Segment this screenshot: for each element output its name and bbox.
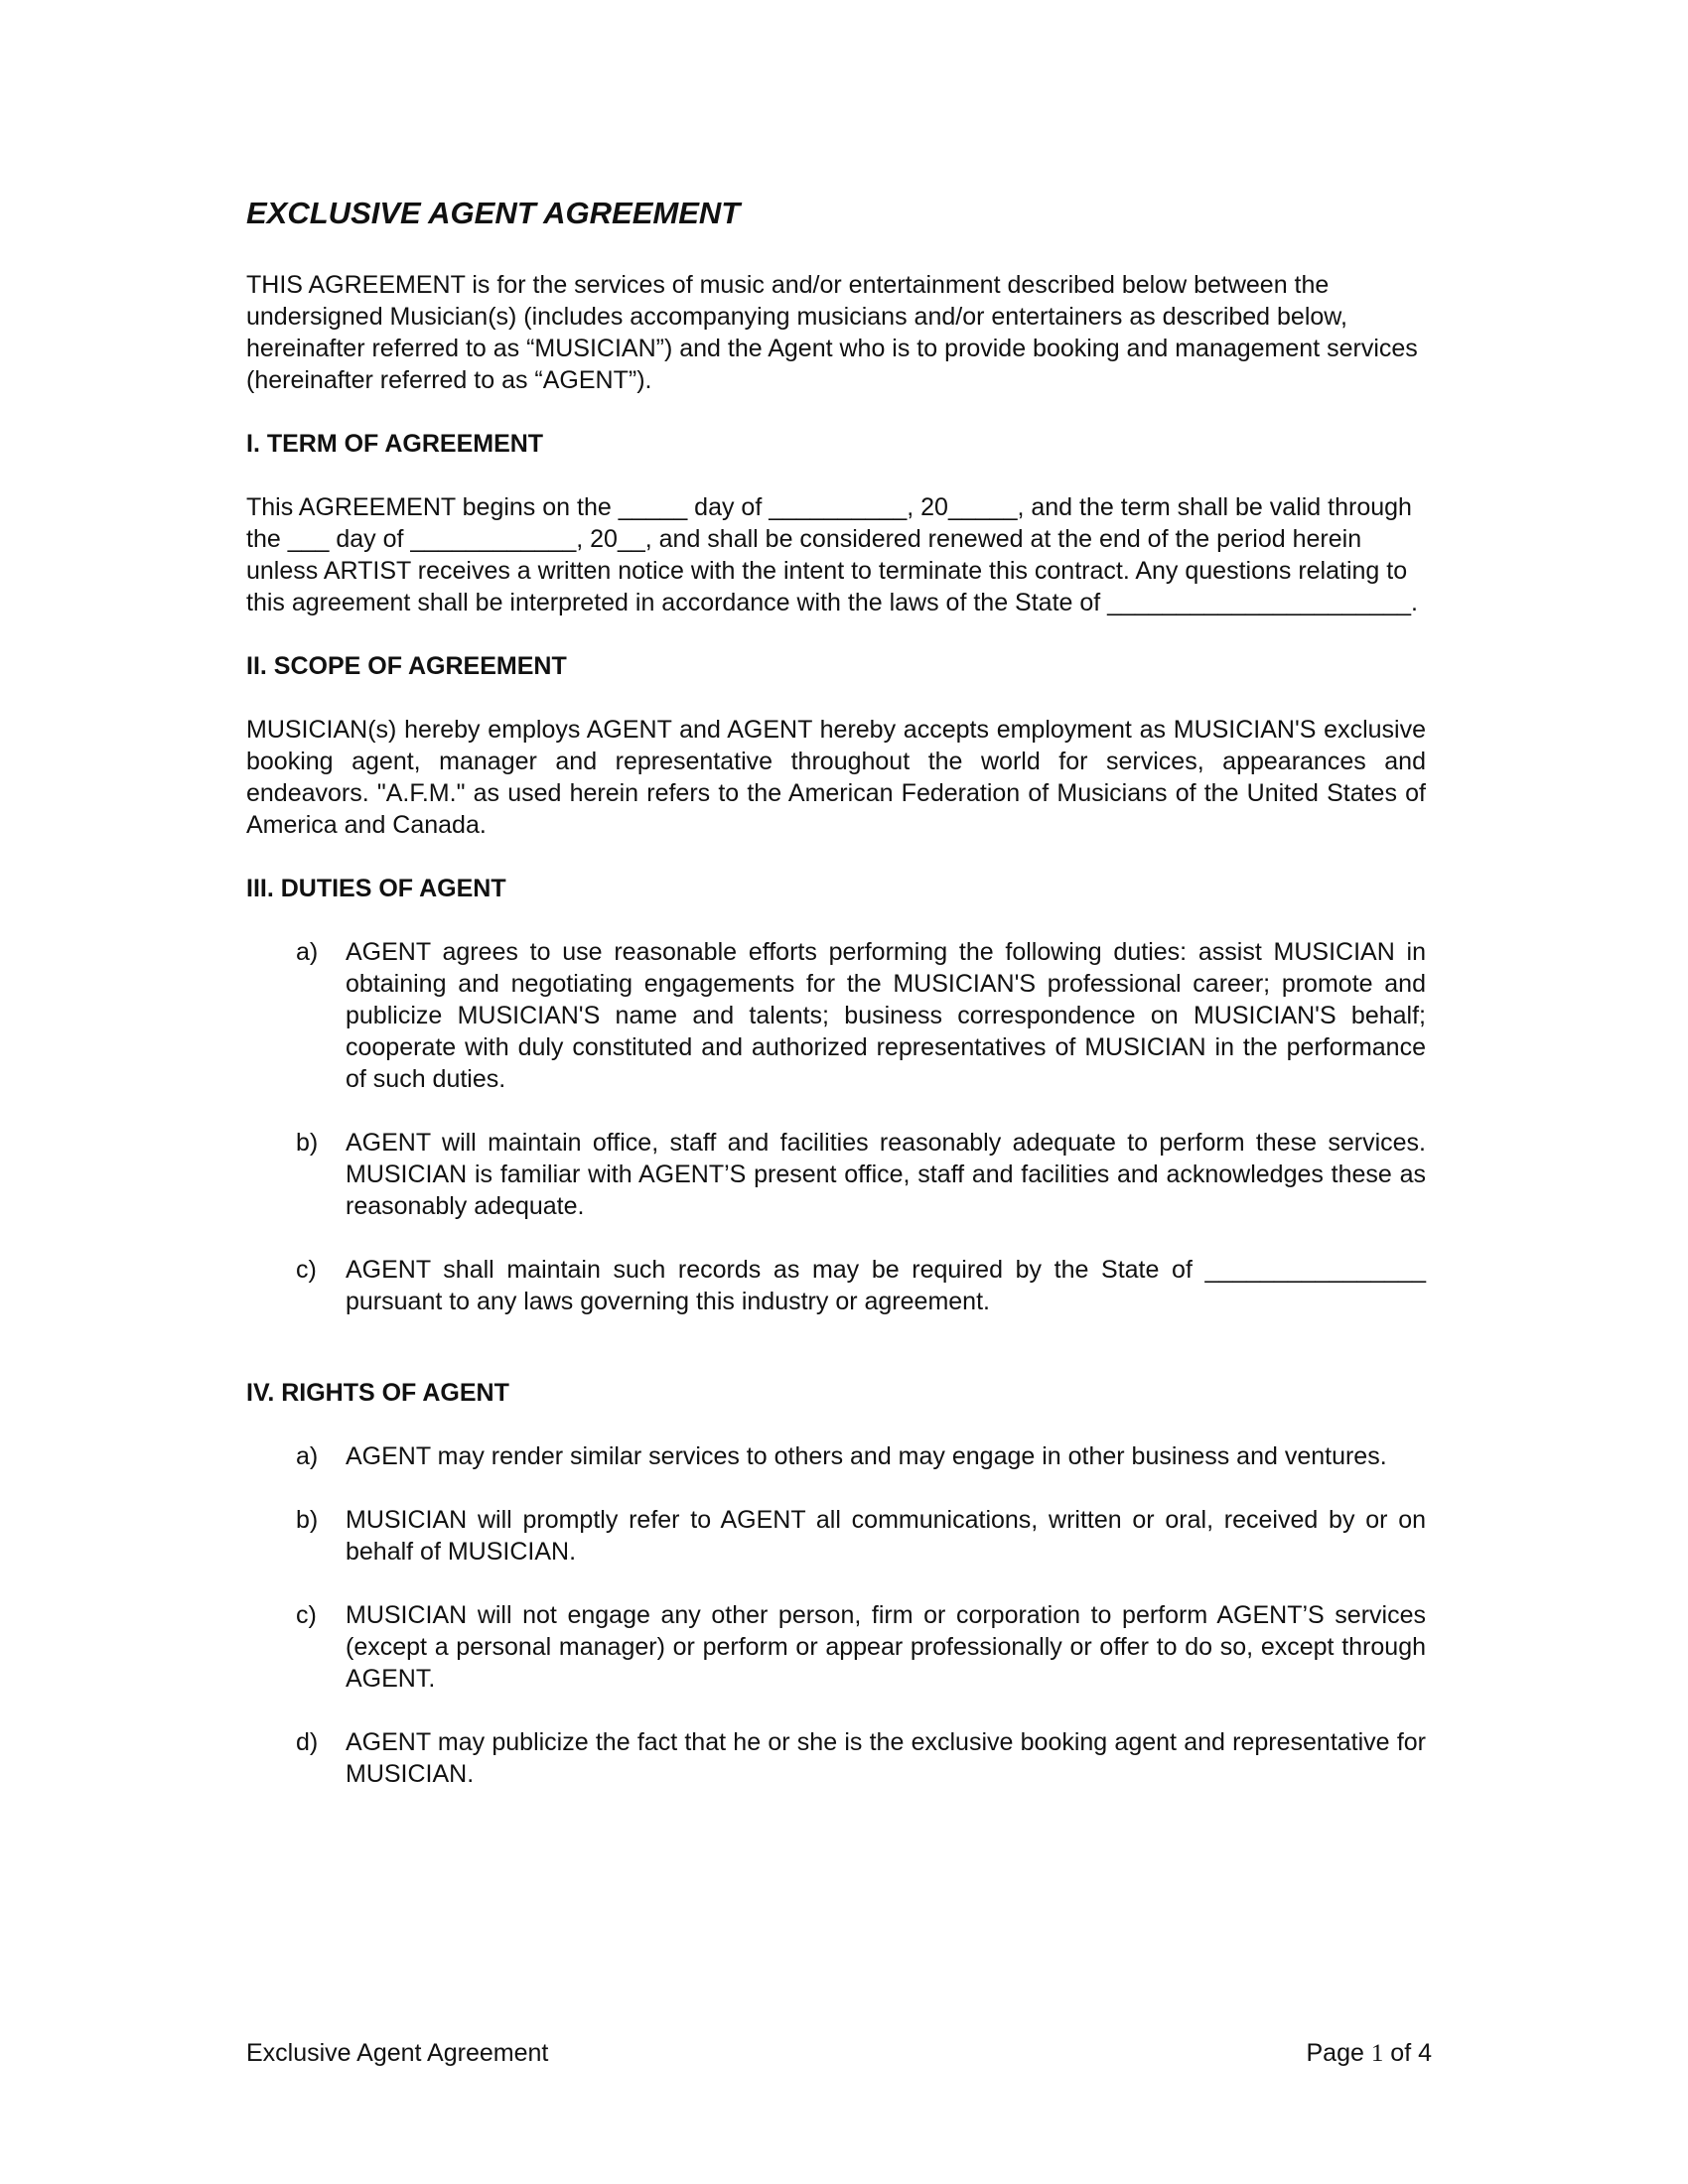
duties-list xyxy=(246,936,1438,1317)
footer-page-prefix: Page xyxy=(1306,2039,1371,2067)
section-body-scope: MUSICIAN(s) hereby employs AGENT and AGENT hereby accepts employment as MUSICIAN'S exclusive booking agent, manager and representative throughout the world for services, appearances and endeavors. "A.F.M." as used herein refers to the American Federation of Musicians of the United States of America and Canada. xyxy=(246,716,1426,840)
list-item-marker: b) xyxy=(296,1129,319,1158)
section-heading-duties: III. DUTIES OF AGENT xyxy=(246,875,506,903)
list-item xyxy=(246,1127,1438,1222)
list-item-text: AGENT may publicize the fact that he or she is the exclusive booking agent and representative for MUSICIAN. xyxy=(346,1728,1426,1789)
intro-paragraph: THIS AGREEMENT is for the services of music and/or entertainment described below between the undersigned Musician(s) (includes accompanying musicians and/or entertainers as described below, hereinafter referred to as “MUSICIAN”) and the Agent who is to provide booking and management services (hereinafter referred to as “AGENT”). xyxy=(246,271,1418,395)
list-item-marker: a) xyxy=(296,1442,319,1471)
page-footer xyxy=(246,2037,1432,2070)
list-item-marker: a) xyxy=(296,938,319,967)
section-heading-rights: IV. RIGHTS OF AGENT xyxy=(246,1379,509,1408)
document-title: EXCLUSIVE AGENT AGREEMENT xyxy=(246,196,741,230)
rights-list xyxy=(246,1440,1438,1790)
list-item xyxy=(246,1254,1438,1317)
list-item xyxy=(246,1504,1438,1568)
section-spacer xyxy=(246,1349,1438,1377)
section-heading-scope: II. SCOPE OF AGREEMENT xyxy=(246,652,567,681)
footer-page-number: 1 xyxy=(1370,2040,1384,2067)
document-body xyxy=(246,195,1438,1822)
list-item xyxy=(246,1440,1438,1472)
list-item xyxy=(246,1599,1438,1695)
list-item-text: AGENT agrees to use reasonable efforts performing the following duties: assist MUSICIAN in obtaining and negotiating engagements for the MUSICIAN'S professional career; promote and publicize MUSICIAN'S name and talents; business correspondence on MUSICIAN'S behalf; cooperate with duly constituted and authorized representatives of MUSICIAN in the performance of such duties. xyxy=(346,938,1426,1094)
footer-document-title: Exclusive Agent Agreement xyxy=(246,2039,549,2067)
section-heading-term: I. TERM OF AGREEMENT xyxy=(246,430,544,459)
list-item xyxy=(246,936,1438,1095)
list-item-text: AGENT may render similar services to others and may engage in other business and ventures. xyxy=(346,1442,1387,1471)
list-item-marker: d) xyxy=(296,1728,319,1757)
footer-page-suffix: of 4 xyxy=(1383,2039,1432,2067)
list-item-marker: b) xyxy=(296,1506,319,1535)
list-item-text: MUSICIAN will promptly refer to AGENT all communications, written or oral, received by or on behalf of MUSICIAN. xyxy=(346,1506,1426,1567)
section-body-term: This AGREEMENT begins on the _____ day of __________, 20_____, and the term shall be valid through the ___ day of ____________, 20__, and shall be considered renewed at the end of the period herein unless ARTIST receives a written notice with the intent to terminate this contract. Any questions relating to this agreement shall be interpreted in accordance with the laws of the State of ______________________. xyxy=(246,493,1418,617)
list-item-text: AGENT will maintain office, staff and facilities reasonably adequate to perform these services. MUSICIAN is familiar with AGENT’S present office, staff and facilities and acknowledges these as reasonably adequate. xyxy=(346,1129,1426,1221)
list-item-text: AGENT shall maintain such records as may be required by the State of ________________ pursuant to any laws governing this industry or agreement. xyxy=(346,1256,1426,1316)
list-item xyxy=(246,1726,1438,1790)
list-item-marker: c) xyxy=(296,1256,317,1285)
footer-page-indicator xyxy=(1307,2037,1433,2070)
list-item-text: MUSICIAN will not engage any other person, firm or corporation to perform AGENT’S services (except a personal manager) or perform or appear professionally or offer to do so, except through AGENT. xyxy=(346,1601,1426,1694)
list-item-marker: c) xyxy=(296,1601,317,1630)
